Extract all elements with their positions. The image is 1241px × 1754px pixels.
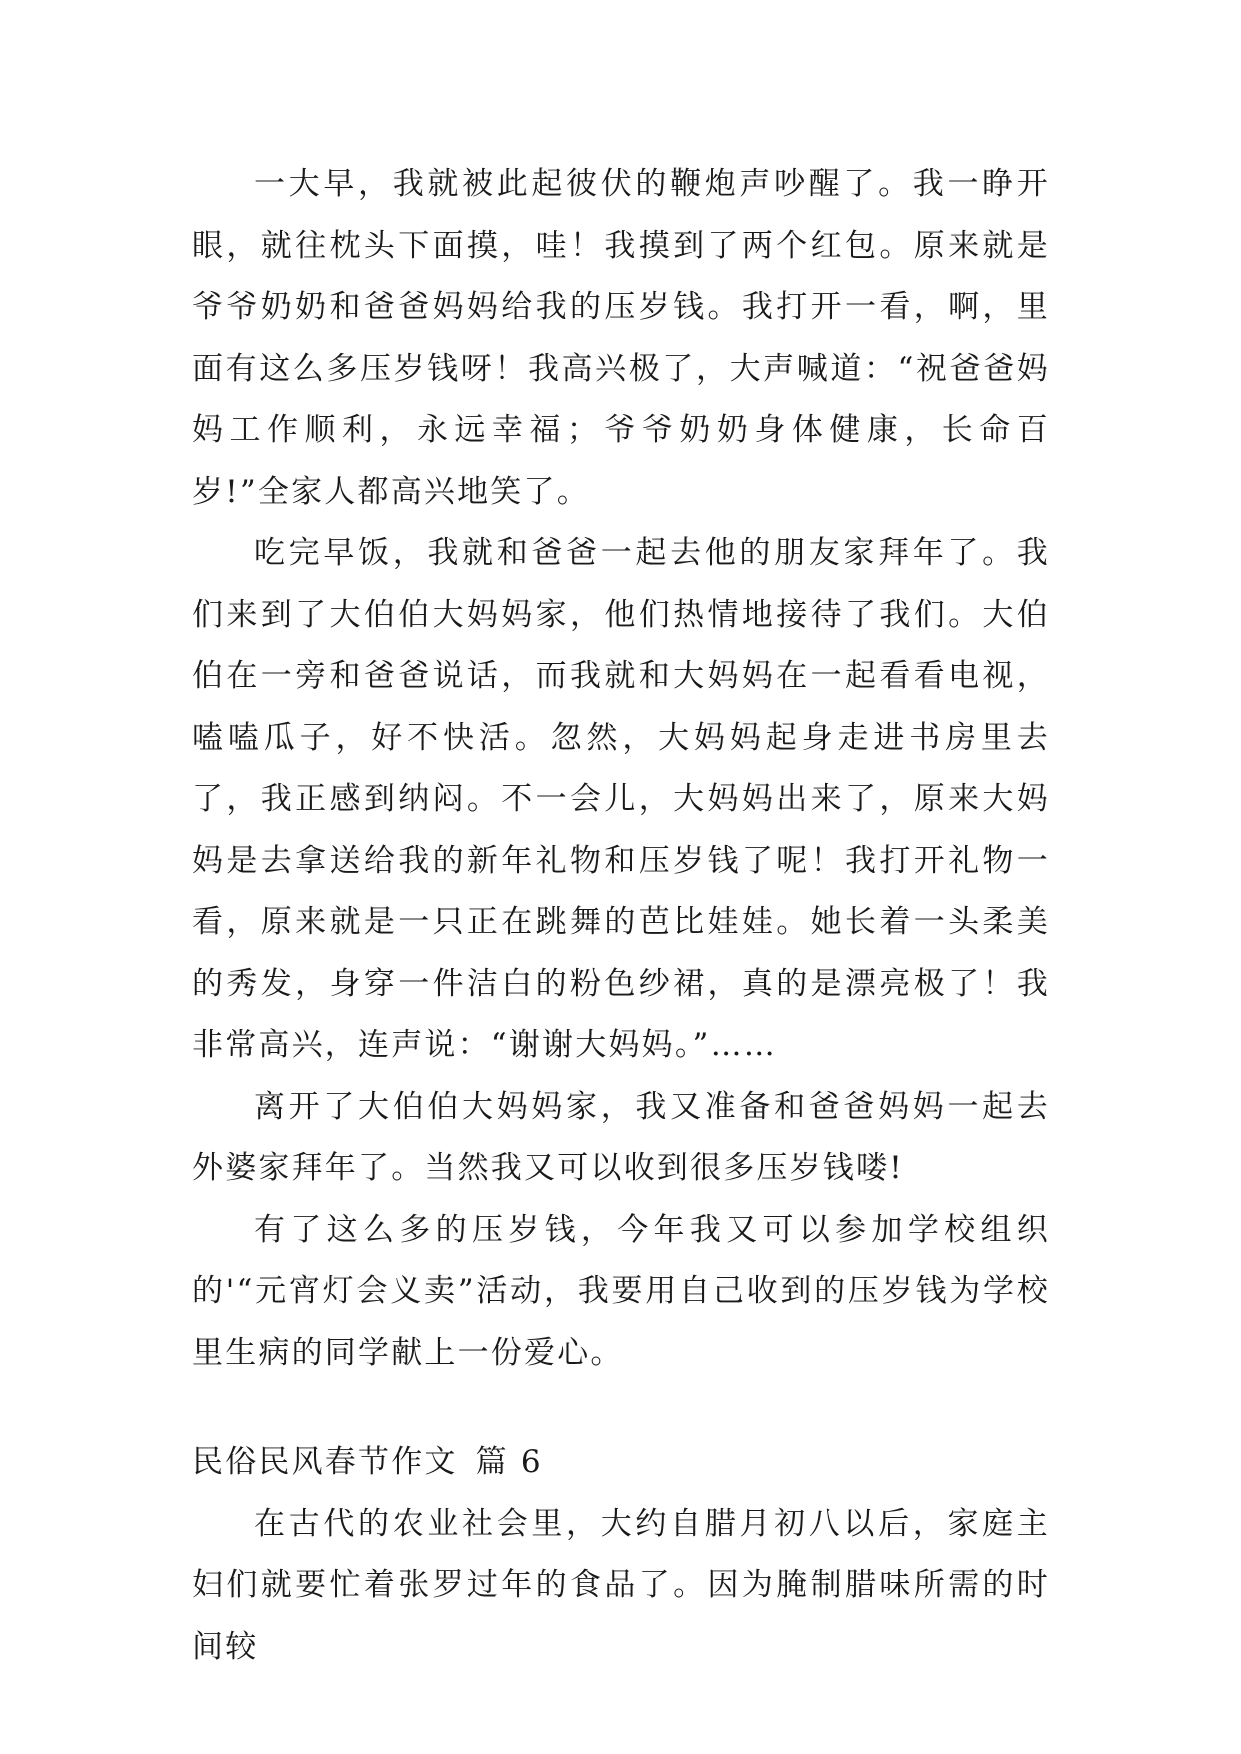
paragraph-visit-uncle: 吃完早饭，我就和爸爸一起去他的朋友家拜年了。我们来到了大伯伯大妈妈家，他们热情地接待了我们。大伯伯在一旁和爸爸说话，而我就和大妈妈在一起看看电视，嗑嗑瓜子，好不快活。忽然，大妈妈起身走进书房里去了，我正感到纳闷。不一会儿，大妈妈出来了，原来大妈妈是去拿送给我的新年礼物和压岁钱了呢！我打开礼物一看，原来就是一只正在跳舞的芭比娃娃。她长着一头柔美的秀发，身穿一件洁白的粉色纱裙，真的是漂亮极了！我非常高兴，连声说：“谢谢大妈妈。”……: [192, 535, 1050, 1063]
section-heading: [192, 1432, 1050, 1494]
section-title-text: 民俗民风春节作文: [192, 1444, 458, 1480]
paragraph-charity-sale: 有了这么多的压岁钱，今年我又可以参加学校组织的'“元宵灯会义卖”活动，我要用自己收到的压岁钱为学校里生病的同学献上一份爱心。: [192, 1211, 1050, 1371]
paragraph-ancient-customs: 在古代的农业社会里，大约自腊月初八以后，家庭主妇们就要忙着张罗过年的食品了。因为腌制腊味所需的时间较: [192, 1505, 1050, 1665]
paragraph-grandma-visit: 离开了大伯伯大妈妈家，我又准备和爸爸妈妈一起去外婆家拜年了。当然我又可以收到很多压岁钱喽!: [192, 1088, 1050, 1186]
section-number: 篇 6: [475, 1444, 543, 1480]
paragraph-morning-red-envelopes: 一大早，我就被此起彼伏的鞭炮声吵醒了。我一睁开眼，就往枕头下面摸，哇！我摸到了两个红包。原来就是爷爷奶奶和爸爸妈妈给我的压岁钱。我打开一看，啊，里面有这么多压岁钱呀！我高兴极了，大声喊道：“祝爸爸妈妈工作顺利，永远幸福；爷爷奶奶身体健康，长命百岁!”全家人都高兴地笑了。: [192, 166, 1050, 510]
document-body: [192, 154, 1050, 1678]
